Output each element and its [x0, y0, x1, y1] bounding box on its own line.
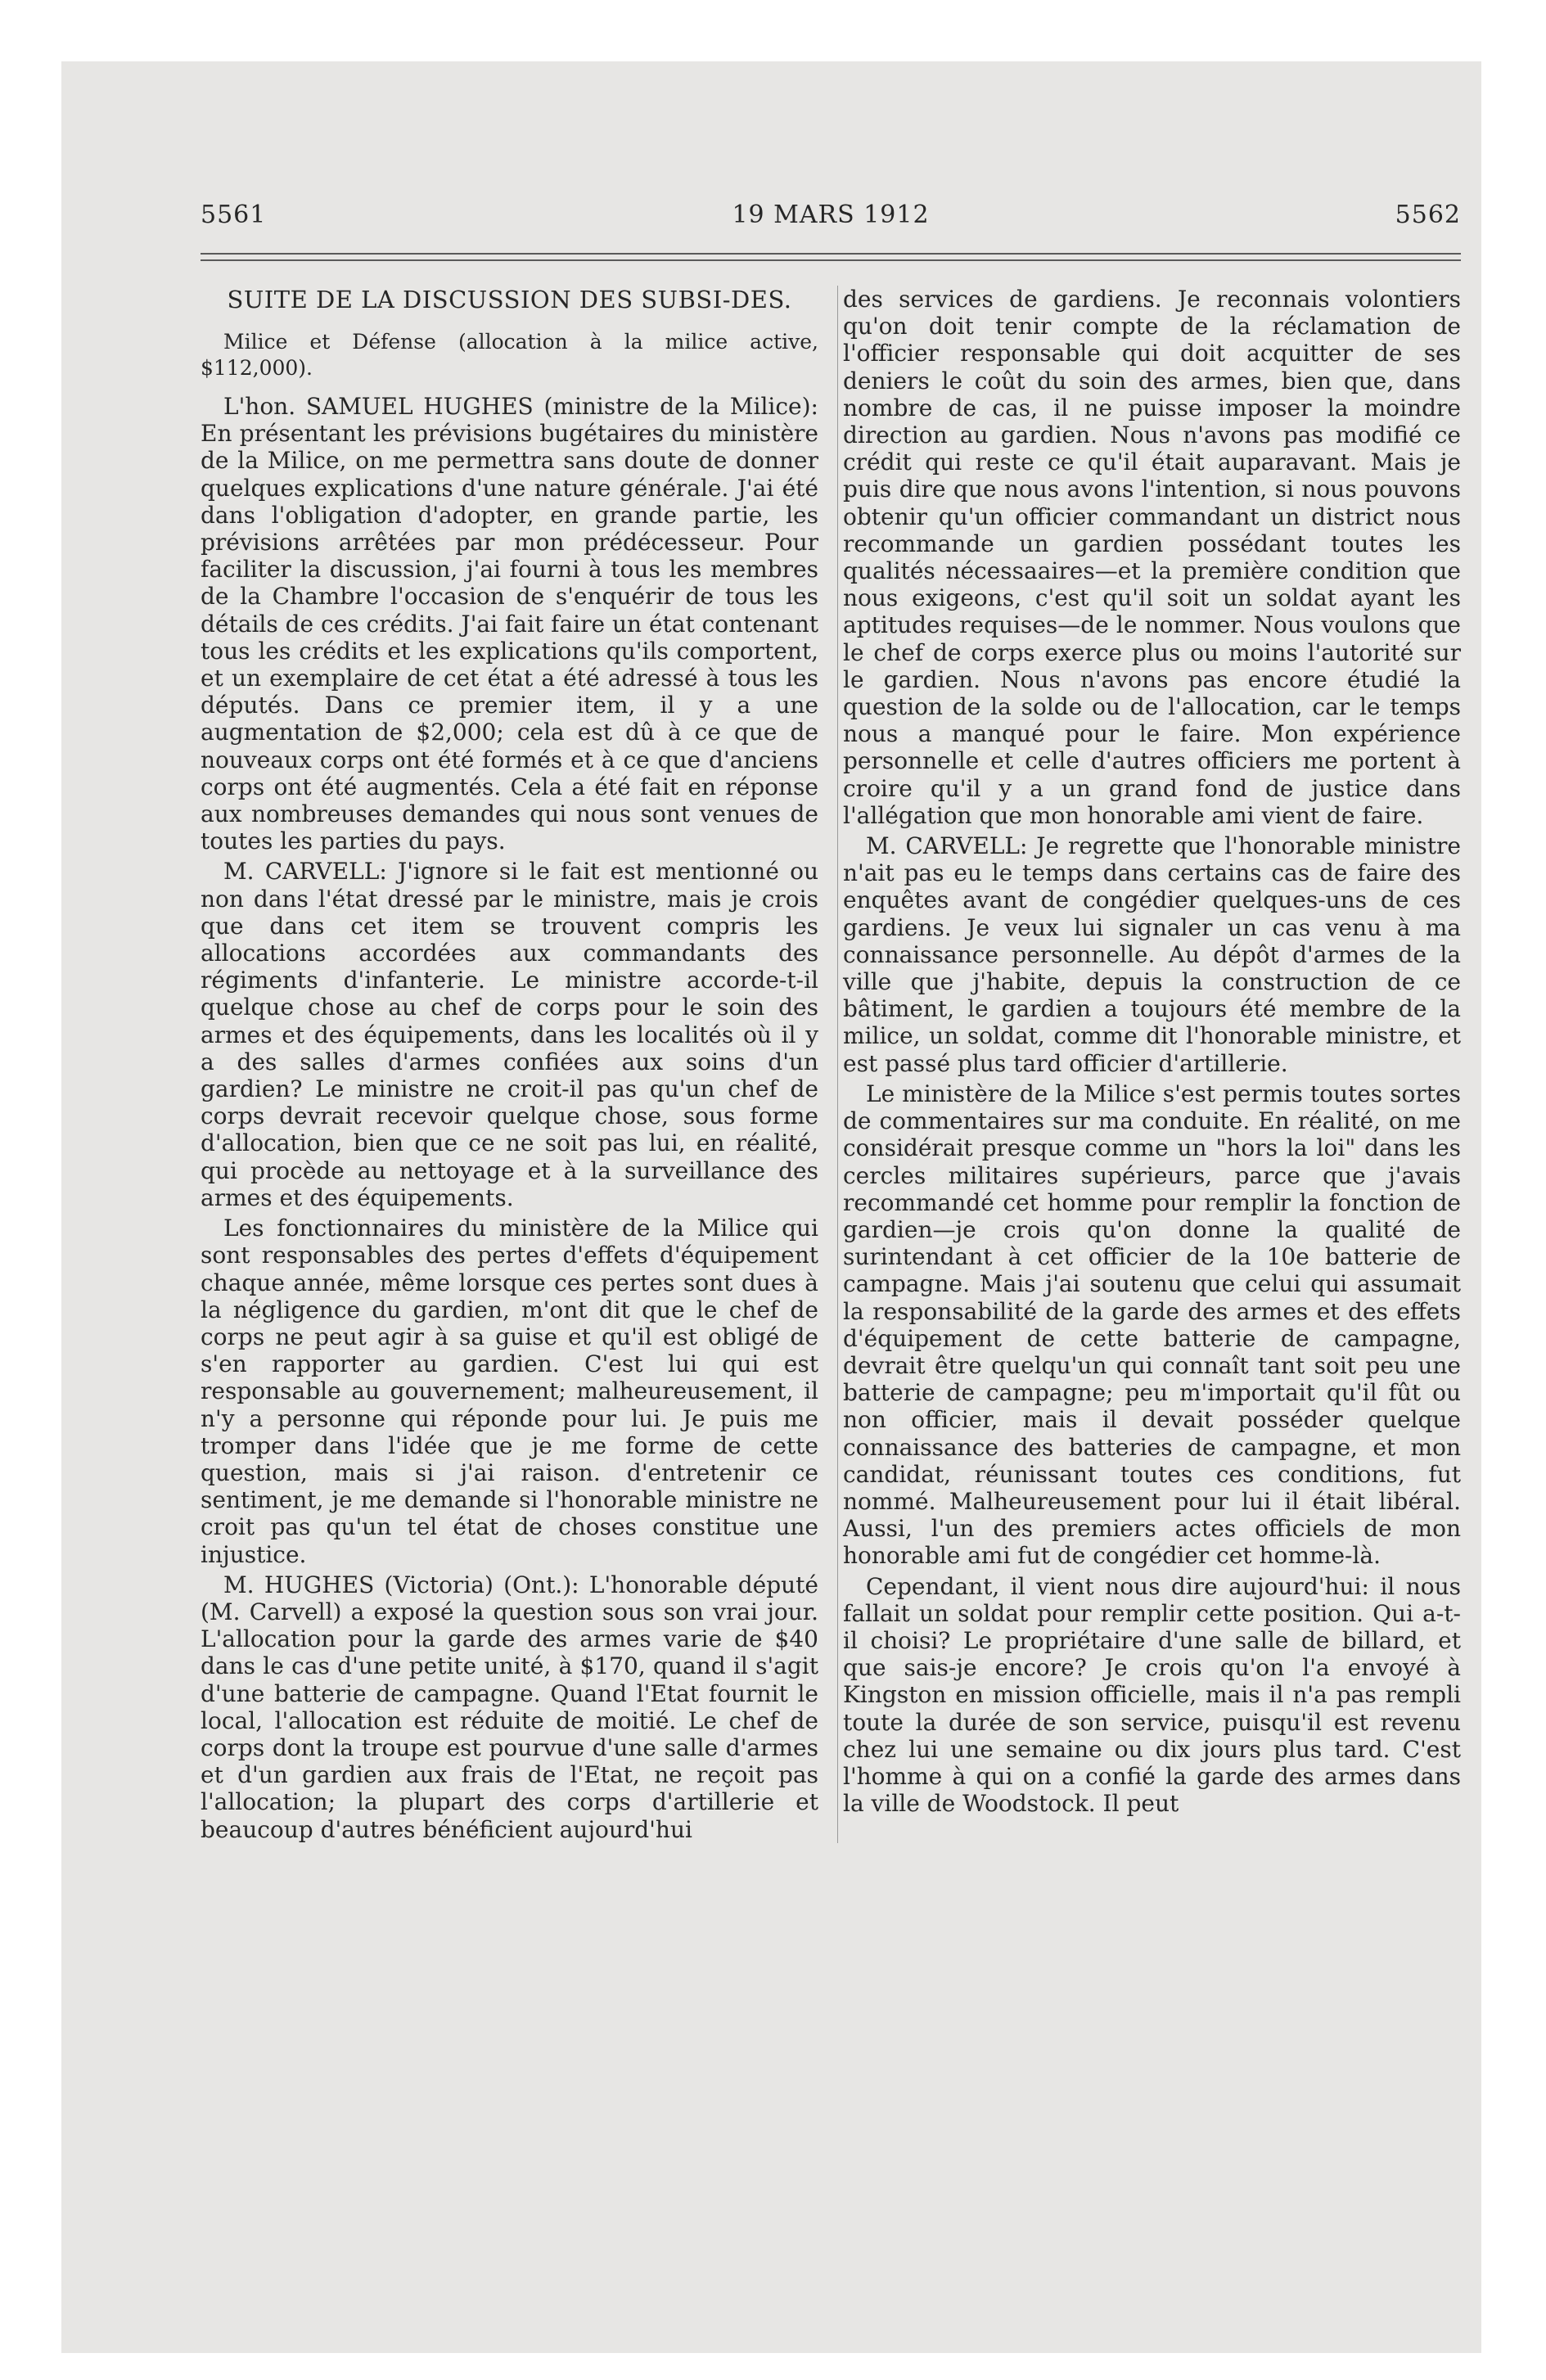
paragraph: M. CARVELL: Je regrette que l'honorable ministre n'ait pas eu le temps dans certains cas de faire des enquêtes avant de congédier quelques-uns de ces gardiens. Je veux lui signaler un cas venu à ma connaissance personnelle. Au dépôt d'armes de la ville que j'habite, depuis la construction de ce bâtiment, le gardien a toujours été membre de la milice, un soldat, comme dit l'honorable ministre, et est passé plus tard officier d'artillerie.	[843, 832, 1461, 1077]
paragraph: L'hon. SAMUEL HUGHES (ministre de la Milice): En présentant les prévisions bugétaires du ministère de la Milice, on me permettra sans doute de donner quelques explications d'une nature générale. J'ai été dans l'obligation d'adopter, en grande partie, les prévisions arrêtées par mon prédécesseur. Pour faciliter la discussion, j'ai fourni à tous les membres de la Chambre l'occasion de s'enquérir de tous les détails de ces crédits. J'ai fait faire un état contenant tous les crédits et les explications qu'ils comportent, et un exemplaire de cet état a été adressé à tous les députés. Dans ce premier item, il y a une augmentation de $2,000; cela est dû à ce que de nouveaux corps ont été formés et à ce que d'anciens corps ont été augmentés. Cela a été fait en réponse aux nombreuses demandes qui nous sont venues de toutes les parties du pays.	[201, 393, 819, 855]
section-title: SUITE DE LA DISCUSSION DES SUBSI-DES.	[227, 286, 792, 313]
column-divider	[837, 286, 838, 1843]
header-rule-bottom	[201, 259, 1461, 261]
paragraph: M. CARVELL: J'ignore si le fait est mentionné ou non dans l'état dressé par le ministre, mais je crois que dans cet item se trouvent compris les allocations accordées aux commandants des régiments d'infanterie. Le ministre accorde-t-il quelque chose au chef de corps pour le soin des armes et des équipements, dans les localités où il y a des salles d'armes confiées aux soins d'un gardien? Le ministre ne croit-il pas qu'un chef de corps devrait recevoir quelque chose, sous forme d'allocation, bien que ce ne soit pas lui, en réalité, qui procède au nettoyage et à la surveillance des armes et des équipements.	[201, 858, 818, 1211]
page-content	[201, 192, 1461, 2369]
paragraph: M. HUGHES (Victoria) (Ont.): L'honorable député (M. Carvell) a exposé la question sous son vrai jour. L'allocation pour la garde des armes varie de $40 dans le cas d'une petite unité, à $170, quand il s'agit d'une batterie de campagne. Quand l'Etat fournit le local, l'allocation est réduite de moitié. Le chef de corps dont la troupe est pourvue d'une salle d'armes et d'un gardien aux frais de l'Etat, ne reçoit pas l'allocation; la plupart des corps d'artillerie et beaucoup d'autres bénéficient aujourd'hui	[201, 1571, 818, 1843]
paragraph: Cependant, il vient nous dire aujourd'hui: il nous fallait un soldat pour remplir cette position. Qui a-t-il choisi? Le propriétaire d'une salle de billard, et que sais-je encore? Je crois qu'on l'a envoyé à Kingston en mission officielle, mais il n'a pas rempli toute la durée de son service, puisqu'il est revenu chez lui une semaine ou dix jours plus tard. C'est l'homme à qui on a confié la garde des armes dans la ville de Woodstock. Il peut	[843, 1572, 1461, 1818]
page-number-left: 5561	[201, 201, 267, 229]
paragraph: des services de gardiens. Je reconnais volontiers qu'on doit tenir compte de la réclamation de l'officier responsable qui doit acquitter de ses deniers le coût du soin des armes, bien que, dans nombre de cas, il ne puisse imposer la moindre direction au gardien. Nous n'avons pas modifié ce crédit qui reste ce qu'il était auparavant. Mais je puis dire que nous avons l'intention, si nous pouvons obtenir qu'un officier commandant un district nous recommande un gardien possédant toutes les qualités nécessaaires—et la première condition que nous exigeons, c'est qu'il soit un soldat ayant les aptitudes requises—de le nommer. Nous voulons que le chef de corps exerce plus ou moins l'autorité sur le gardien. Nous n'avons pas encore étudié la question de la solde ou de l'allocation, car le temps nous a manqué pour le faire. Mon expérience personnelle et celle d'autres officiers me portent à croire qu'il y a un grand fond de justice dans l'allégation que mon honorable ami vient de faire.	[843, 286, 1461, 829]
left-column	[201, 286, 818, 1843]
header-rule-top	[201, 253, 1461, 255]
two-column-body	[201, 286, 1461, 1843]
scanned-page	[61, 61, 1481, 2353]
paragraph: Les fonctionnaires du ministère de la Milice qui sont responsables des pertes d'effets d'équipement chaque année, même lorsque ces pertes sont dues à la négligence du gardien, m'ont dit que le chef de corps ne peut agir à sa guise et qu'il est obligé de s'en rapporter au gardien. C'est lui qui est responsable au gouvernement; malheureusement, il n'y a personne qui réponde pour lui. Je puis me tromper dans l'idée que je me forme de cette question, mais si j'ai raison. d'entretenir ce sentiment, je me demande si l'honorable ministre ne croit pas qu'un tel état de choses constitue une injustice.	[201, 1215, 818, 1568]
paragraph: Le ministère de la Milice s'est permis toutes sortes de commentaires sur ma conduite. En réalité, on me considérait presque comme un "hors la loi" dans les cercles militaires supérieurs, parce que j'avais recommandé cet homme pour remplir la fonction de gardien—je crois qu'on donne la qualité de surintendant à cet officier de la 10e batterie de campagne. Mais j'ai soutenu que celui qui assumait la responsabilité de la garde des armes et des effets d'équipement de cette batterie de campagne, devrait être quelqu'un qui connaît tant soit peu une batterie de campagne; peu m'importait qu'il fût ou non officier, mais il devait posséder quelque connaissance des batteries de campagne, et mon candidat, réunissant toutes ces conditions, fut nommé. Malheureusement pour lui il était libéral. Aussi, l'un des premiers actes officiels de mon honorable ami fut de congédier cet homme-là.	[843, 1080, 1461, 1570]
running-header	[201, 192, 1461, 250]
header-date: 19 MARS 1912	[732, 201, 930, 229]
right-column	[843, 286, 1461, 1843]
page-number-right: 5562	[1395, 201, 1461, 229]
item-heading: Milice et Défense (allocation à la milice active, $112,000).	[201, 330, 818, 380]
